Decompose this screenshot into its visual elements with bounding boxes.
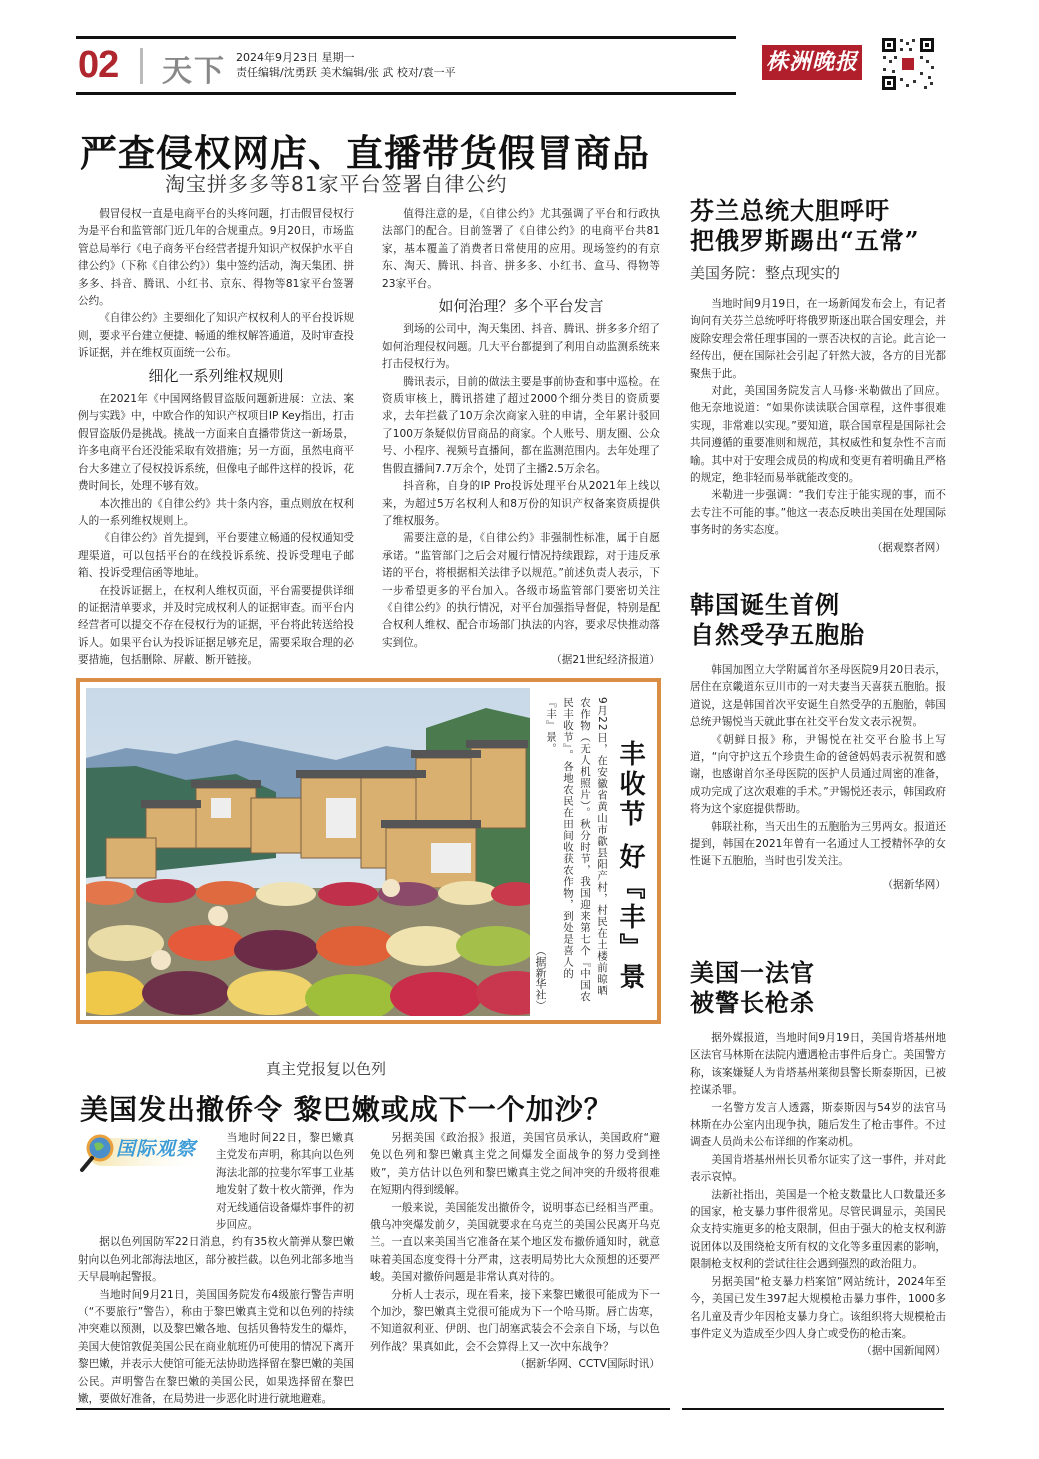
story2-headline-line2: 自然受孕五胞胎 xyxy=(690,620,865,649)
story2-source: （据新华网） xyxy=(882,878,946,891)
photo-source: （据新华社） xyxy=(534,945,547,1011)
story2-paragraph: 韩联社称，当天出生的五胞胎为三男两女。报道还提到，韩国在2021年曾有一名通过人工授精怀孕的女性诞下五胞胎，当时也引发关注。 xyxy=(690,820,946,868)
story3-paragraph: 美国肯塔基州州长贝希尔证实了这一事件，并对此表示哀悼。 xyxy=(690,1153,946,1184)
bottom-column-2 xyxy=(370,1130,660,1374)
bottom-paragraph: 据以色列国防军22日消息，约有35枚火箭弹从黎巴嫩射向以色列北部海法地区，部分被拦截。以色列北部多地当天早晨响起警报。 xyxy=(78,1236,354,1284)
story1-subheadline: 美国务院：整点现实的 xyxy=(690,264,841,282)
lead-paragraph: 《自律公约》首先提到，平台要建立畅通的侵权通知受理渠道，可以包括平台的在线投诉系统、投诉受理电子邮箱、投诉受理信函等地址。 xyxy=(78,532,354,580)
bottom-rule-left xyxy=(76,1408,670,1410)
story3-paragraph: 据外媒报道，当地时间9月19日，美国肯塔基州地区法官马林斯在法院内遭遇枪击事件后身亡。美国警方称，该案嫌疑人为肯塔基州莱彻县警长斯泰斯因，已被控谋杀罪。 xyxy=(690,1032,946,1097)
story3-headline-line1: 美国一法官 xyxy=(690,958,815,987)
bottom-kicker: 真主党报复以色列 xyxy=(266,1060,387,1078)
story1-headline xyxy=(690,196,920,256)
story3-paragraph: 另据美国“枪支暴力档案馆”网站统计，2024年至今，美国已发生397起大规模枪击暴力事件，1000多名儿童及青少年因枪支暴力身亡。该组织将大规模枪击事件定义为造成至少四人身亡或受伤的枪击案。 xyxy=(690,1275,946,1340)
story1-paragraph: 对此，美国国务院发言人马修·米勒做出了回应。他无奈地说道：“如果你读读联合国章程，这件事很难实现，非常难以实现。”要知道，联合国章程是国际社会共同遵循的重要准则和规范，其权威性和复杂性不言而喻。其中对于安理会成员的构成和变更有着明确且严格的规定，绝非轻而易举就能改变的。 xyxy=(690,385,946,485)
editor-credits: 责任编辑/沈勇跃 美术编辑/张 武 校对/袁一平 xyxy=(236,66,456,79)
lead-column-1 xyxy=(78,206,354,670)
story1-headline-line2: 把俄罗斯踢出“五常” xyxy=(690,226,920,255)
section-name: 天下 xyxy=(162,54,226,89)
lead-paragraph: 需要注意的是，《自律公约》非强制性标准，属于自愿承诺。“监管部门之后会对履行情况持续跟踪，对于违反承诺的平台，将根据相关法律予以规范。”前述负责人表示，下一步希望更多的平台加入。各级市场监管部门要密切关注《自律公约》的执行情况，对平台加强指导督促，特别是配合权利人维权、配合市场部门执法的内容，要求尽快推动落实到位。 xyxy=(382,532,660,649)
newspaper-logo[interactable]: 株洲晚报 xyxy=(762,45,862,80)
photo-title: 丰收节 好『丰』景 xyxy=(615,740,645,994)
lead-paragraph: 值得注意的是，《自律公约》尤其强调了平台和行政执法部门的配合。目前签署了《自律公约》的电商平台共81家，基本覆盖了消费者日常使用的应用。现场签约的有京东、淘天、腾讯、抖音、拼多多、小红书、盒马、得物等23家平台。 xyxy=(382,208,660,290)
lead-paragraph: 腾讯表示，目前的做法主要是事前协查和事中巡检。在资质审核上，腾讯搭建了超过2000个细分类目的资质要求，去年拦截了10万余次商家入驻的申请，全年累计驳回了100万条疑似仿冒商品的商家。个人账号、朋友圈、公众号、小程序、视频号直播间，都在监测范围内。去年处理了售假直播间7.7万余个，处罚了主播2.5万余名。 xyxy=(382,375,660,475)
story3-source: （据中国新闻网） xyxy=(861,1345,946,1358)
issue-date: 2024年9月23日 星期一 xyxy=(236,51,355,64)
page-number: 02 xyxy=(78,44,119,86)
story2-paragraph: 韩国加图立大学附属首尔圣母医院9月20日表示，居住在京畿道东豆川市的一对夫妻当天喜获五胞胎。报道说，这是韩国首次平安诞生自然受孕的五胞胎，韩国总统尹锡悦当天就此事在社交平台发文表示祝贺。 xyxy=(690,664,946,729)
masthead-top-rule xyxy=(76,36,736,39)
bottom-paragraph: 另据美国《政治报》报道，美国官员承认，美国政府“避免以色列和黎巴嫩真主党之间爆发全面战争的努力受到挫败”，美方估计以色列和黎巴嫩真主党之间冲突的升级将很难在短期内得到缓解。 xyxy=(370,1132,660,1197)
lead-section-heading: 如何治理？多个平台发言 xyxy=(438,297,604,316)
bottom-headline: 美国发出撤侨令 黎巴嫩或成下一个加沙？ xyxy=(80,1093,613,1126)
lead-paragraph: 本次推出的《自律公约》共十条内容，重点则放在权利人的一系列维权规则上。 xyxy=(78,497,354,527)
story3-paragraph: 一名警方发言人透露，斯泰斯因与54岁的法官马林斯在办公室内出现争执，随后发生了枪击事件。不过调查人员尚未公布详细的作案动机。 xyxy=(690,1101,946,1149)
story3-paragraph: 法新社指出，美国是一个枪支数量比人口数量还多的国家，枪支暴力事件很常见。尽管民调显示，美国民众支持实施更多的枪支限制，但由于强大的枪支权利游说团体以及围绕枪支所有权的文化等多重因素的影响，限制枪支权利的尝试往往会遇到强烈的政治阻力。 xyxy=(690,1188,946,1271)
story1-paragraph: 当地时间9月19日，在一场新闻发布会上，有记者询问有关芬兰总统呼吁将俄罗斯逐出联合国安理会，并废除安理会常任理事国的一票否决权的言论。此言论一经传出，便在国际社会引起了轩然大波，各方的目光都聚焦于此。 xyxy=(690,298,946,380)
lead-section-heading: 细化一系列维权规则 xyxy=(148,366,284,385)
lead-paragraph: 在2021年《中国网络假冒盗版问题新进展：立法、案例与实践》中，中欧合作的知识产权项目IP Key指出，打击假冒盗版仍是挑战。挑战一方面来自直播带货这一新场景，许多电商平台还没能采取有效措施；另一方面，虽然电商平台大多建立了侵权投诉系统，但像电子邮件这样的投诉，花费时间长，处理不够有效。 xyxy=(78,393,354,493)
story3-body xyxy=(690,1030,946,1361)
story2-headline-line1: 韩国诞生首例 xyxy=(690,590,840,619)
bottom-paragraph: 分析人士表示，现在看来，接下来黎巴嫩很可能成为下一个加沙，黎巴嫩真主党很可能成为下一个哈马斯。唇亡齿寒，不知道叙利亚、伊朗、也门胡塞武装会不会亲自下场，与以色列作战？果真如此，会不会算得上又一次中东战争？ xyxy=(370,1288,660,1353)
lead-paragraph: 在投诉证据上，在权利人维权页面，平台需要提供详细的证据清单要求，并及时完成权利人的证据审查。而平台内经营者可以提交不存在侵权行为的证据，平台将此转送给投诉人。如果平台认为投诉证据足够充足，需要采取合理的必要措施，包括删除、屏蔽、断开链接。 xyxy=(78,584,354,667)
masthead-divider xyxy=(140,48,143,84)
story1-headline-line1: 芬兰总统大胆呼吁 xyxy=(690,196,890,225)
story3-headline xyxy=(690,958,815,1018)
story2-body xyxy=(690,662,946,894)
bottom-column-1 xyxy=(78,1130,354,1409)
bottom-paragraph: 当地时间9月21日，美国国务院发布4级旅行警告声明（“不要旅行”警告），称由于黎巴嫩真主党和以色列的持续冲突难以预测，以及黎巴嫩各地、包括贝鲁特发生的爆炸，美国大使馆敦促美国公民在商业航班仍可使用的情况下离开黎巴嫩，并表示大使馆可能无法协助选择留在黎巴嫩的美国公民。声明警告在黎巴嫩的美国公民，如果选择留在黎巴嫩，要做好准备，在局势进一步恶化时进行就地避难。 xyxy=(78,1288,354,1406)
harvest-village-photo[interactable] xyxy=(86,688,530,1016)
lead-paragraph: 《自律公约》主要细化了知识产权权利人的平台投诉规则，要求平台建立便捷、畅通的维权解答通道，及时审查投诉证据，并在维权页面统一公布。 xyxy=(78,312,354,360)
story2-headline xyxy=(690,590,865,650)
story2-paragraph: 《朝鲜日报》称，尹锡悦在社交平台脸书上写道，“向守护这五个珍贵生命的爸爸妈妈表示祝贺和感谢，也感谢首尔圣母医院的医护人员通过周密的准备，成功完成了这次艰难的手术。”尹锡悦还表示，韩国政府将为这个家庭提供帮助。 xyxy=(690,733,946,816)
issue-meta xyxy=(236,50,456,80)
qr-code-icon[interactable] xyxy=(880,36,936,92)
story1-paragraph: 米勒进一步强调：“我们专注于能实现的事，而不去专注不可能的事。”他这一表态反映出美国在处理国际事务时的务实态度。 xyxy=(690,489,946,537)
lead-source: （据21世纪经济报道） xyxy=(551,654,660,667)
lead-subheadline: 淘宝拼多多等81家平台签署自律公约 xyxy=(165,172,508,196)
lead-headline: 严查侵权网店、直播带货假冒商品 xyxy=(80,132,650,175)
lead-paragraph: 抖音称，自身的IP Pro投诉处理平台从2021年上线以来，为超过5万名权利人和8万份的知识产权备案资质提供了维权服务。 xyxy=(382,480,660,527)
story1-source: （据观察者网） xyxy=(871,541,946,554)
bottom-rule-right xyxy=(682,1408,944,1410)
lead-column-2 xyxy=(382,206,660,670)
masthead-bottom-rule xyxy=(76,92,736,95)
photo-caption: 9月22日，在安徽省黄山市歙县阳产村，村民在土楼前晾晒农作物（无人机照片）。秋分时节，我国迎来第七个『中国农民丰收节』。各地农民在田间收获农作物，到处是喜人的『丰』景。 xyxy=(545,697,608,1003)
bottom-paragraph: 一般来说，美国能发出撤侨令，说明事态已经相当严重。俄乌冲突爆发前夕，美国就要求在乌克兰的美国公民离开乌克兰。一直以来美国当它准备在某个地区发布撤侨通知时，就意味着美国态度变得十分严肃，这表明局势比大众预想的还要严峻。美国对撤侨问题是非常认真对待的。 xyxy=(370,1201,660,1284)
lead-paragraph: 到场的公司中，淘天集团、抖音、腾讯、拼多多介绍了如何治理侵权问题。几大平台都提到了利用自动监测系统来打击侵权行为。 xyxy=(382,323,660,371)
badge-label: 国际观察 xyxy=(116,1138,197,1160)
lead-paragraph: 假冒侵权一直是电商平台的头疼问题，打击假冒侵权行为是平台和监管部门近几年的合规重点。9月20日，市场监管总局举行《电子商务平台经营者提升知识产权保护水平自律公约》（下称《自律公约》）集中签约活动，淘天集团、拼多多、抖音、腾讯、小红书、京东、得物等81家平台签署公约。 xyxy=(78,208,354,308)
bottom-source: （据新华网、CCTV国际时讯） xyxy=(514,1358,660,1371)
story3-headline-line2: 被警长枪杀 xyxy=(690,988,815,1017)
bottom-paragraph: 当地时间22日，黎巴嫩真主党发布声明，称其向以色列海法北部的拉斐尔军事工业基地发射了数十枚火箭弹，作为对无线通信设备爆炸事件的初步回应。 xyxy=(216,1132,354,1232)
story1-body xyxy=(690,296,946,557)
